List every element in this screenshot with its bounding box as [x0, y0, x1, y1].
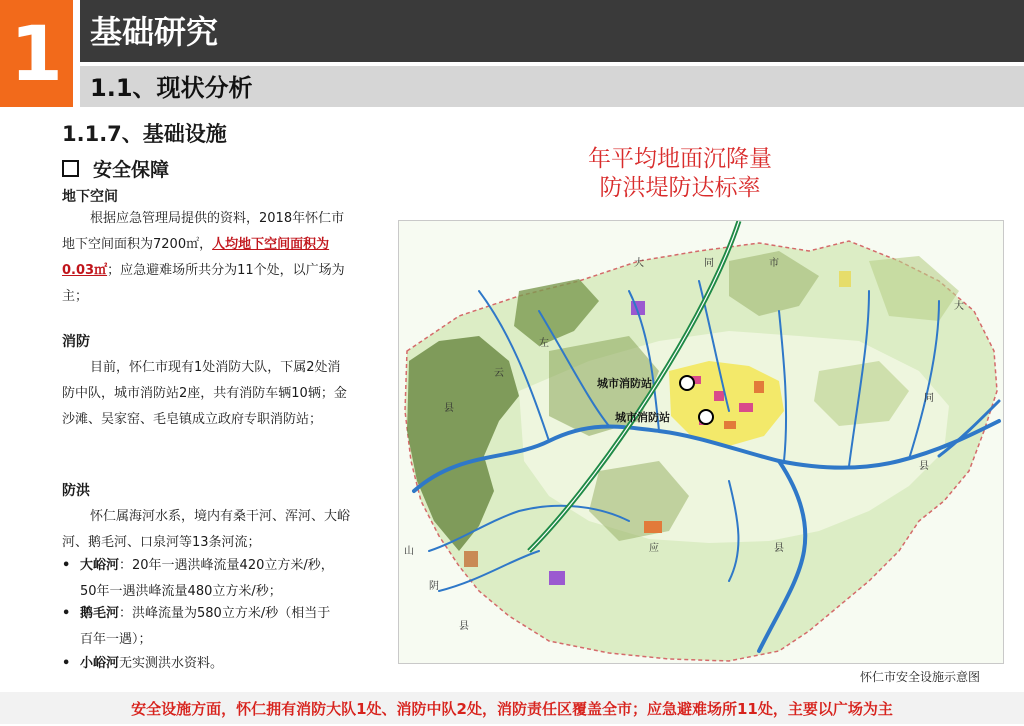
place-label: 阴 [429, 581, 439, 592]
place-label: 云 [494, 368, 504, 379]
place-label: 大 [634, 258, 644, 269]
fire-station-label-1: 城市消防站 [597, 377, 652, 390]
urban-block [549, 571, 565, 585]
map-title-line-1: 年平均地面沉降量 [588, 146, 772, 172]
bullet-text: ：20年一遇洪峰流量420立方米/秒， [119, 558, 334, 573]
underground-text-before: 根据应急管理局提供的资料，2018年怀仁市地下空间面积为7200㎡， [62, 211, 345, 252]
place-label: 县 [774, 543, 784, 554]
urban-block [754, 381, 764, 393]
bullet-text: 无实测洪水资料。 [119, 656, 224, 671]
urban-block [739, 403, 753, 412]
underground-highlight: 人均地下空间面积为0.03㎡ [62, 237, 330, 278]
section-title-bar: 1.1、现状分析 [80, 66, 1024, 107]
chapter-title-bar: 基础研究 [80, 0, 1024, 62]
urban-block [714, 391, 724, 401]
fire-station-marker-1 [680, 376, 694, 390]
map-title [520, 145, 840, 203]
footer-summary: 安全设施方面，怀仁拥有消防大队1处、消防中队2处，消防责任区覆盖全市；应急避难场所11处，主要以广场为主 [0, 692, 1024, 724]
bullet-text: ：洪峰流量为580立方米/秒（相当于 [119, 606, 331, 621]
urban-block [724, 421, 736, 429]
place-label: 大 [954, 301, 964, 312]
map-graphic [399, 221, 1004, 664]
flood-intro-text: 怀仁属海河水系，境内有桑干河、浑河、大峪河、鹅毛河、口泉河等13条河流； [62, 509, 351, 550]
bullet-name: 大峪河 [80, 558, 120, 573]
place-label: 县 [459, 621, 469, 632]
map-caption: 怀仁市安全设施示意图 [860, 670, 981, 684]
place-label: 应 [649, 543, 659, 554]
place-label: 县 [444, 403, 454, 414]
urban-block [839, 271, 851, 287]
fire-station-label-2: 城市消防站 [615, 411, 670, 424]
bullet-name: 小峪河 [80, 656, 120, 671]
place-label: 山 [404, 546, 414, 557]
urban-block [464, 551, 478, 567]
subsection-heading [62, 155, 169, 182]
bullet-xiaoyu-river: • 小峪河无实测洪水资料。 [62, 656, 224, 671]
place-label: 同 [704, 258, 714, 269]
fire-heading: 消防 [62, 334, 90, 350]
urban-block [644, 521, 662, 533]
bullet-name: 鹅毛河 [80, 606, 120, 621]
map-title-line-2: 防洪堤防达标率 [599, 175, 761, 201]
chapter-number-block: 1 [0, 0, 73, 107]
fire-station-marker-2 [699, 410, 713, 424]
bullet-continuation: 百年一遇）； [80, 632, 152, 647]
flood-intro [62, 504, 352, 556]
fire-paragraph [62, 355, 352, 433]
bullet-emao-river: • 鹅毛河：洪峰流量为580立方米/秒（相当于 百年一遇）； [62, 601, 362, 653]
place-label: 同 [924, 393, 934, 404]
bullet-dayu-river: • 大峪河：20年一遇洪峰流量420立方米/秒， 50年一遇洪峰流量480立方米/秒； [62, 553, 362, 605]
bullet-continuation: 50年一遇洪峰流量480立方米/秒； [80, 584, 282, 599]
place-label: 市 [769, 258, 779, 269]
section-heading: 1.1.7、基础设施 [62, 122, 227, 146]
underground-heading: 地下空间 [62, 189, 118, 205]
subsection-heading-text: 安全保障 [93, 159, 170, 181]
place-label: 县 [919, 461, 929, 472]
flood-heading: 防洪 [62, 483, 90, 499]
place-label: 左 [539, 338, 549, 349]
underground-paragraph [62, 206, 352, 310]
underground-text-after: ；应急避难场所共分为11个处，以广场为主； [62, 263, 345, 304]
safety-facilities-map [398, 220, 1004, 664]
checkbox-square-icon [62, 160, 79, 177]
fire-text: 目前，怀仁市现有1处消防大队，下属2处消防中队，城市消防站2座，共有消防车辆10辆；金沙滩、吴家窑、毛皂镇成立政府专职消防站； [62, 360, 347, 427]
